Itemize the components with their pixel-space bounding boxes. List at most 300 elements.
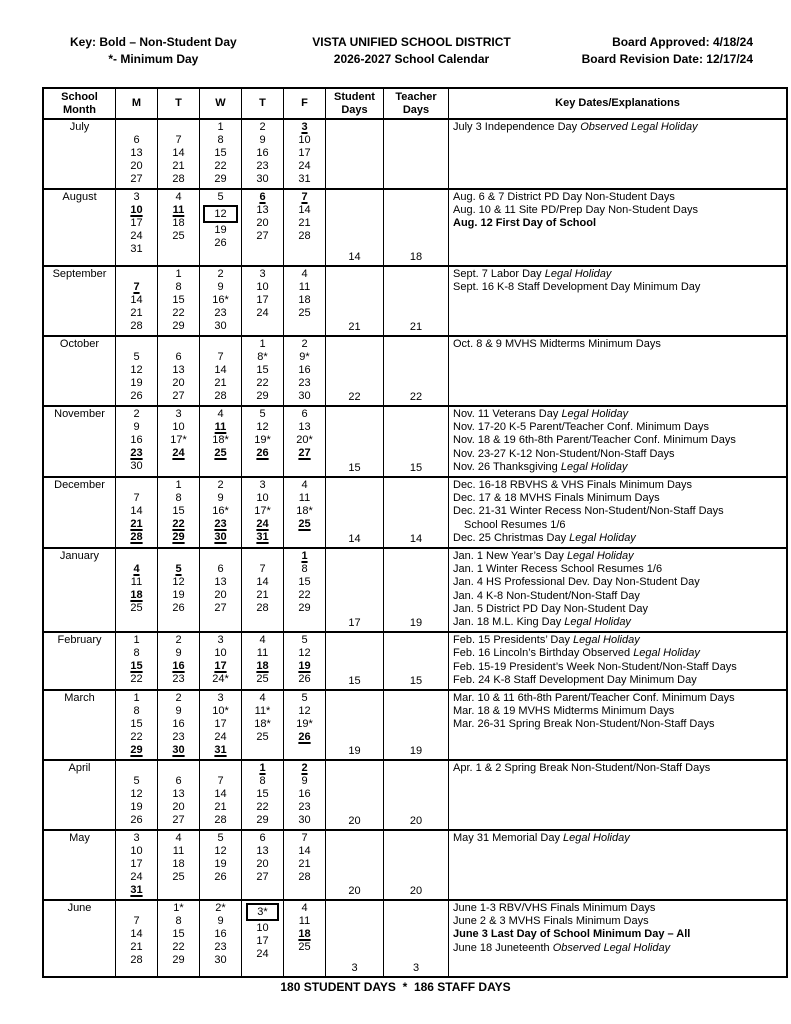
month-name: January [59,550,100,563]
day-cell: 12 [130,788,143,801]
column-header-thursday: T [241,89,283,118]
day-cell [284,884,325,897]
key-date-text: June 18 Juneteenth [453,941,553,954]
teacher-days-count: 3 [383,901,448,976]
key-date-line [453,762,783,775]
day-cell: 21 [256,589,269,602]
day-cell: 24 [298,160,311,172]
day-cell: 15 [172,928,185,941]
student-days-count: 21 [325,267,383,335]
weekday-column [157,407,199,476]
day-cell: 30 [214,320,227,332]
teacher-days-count: 21 [383,267,448,335]
day-cell: 5 [259,408,266,420]
day-cell: 13 [172,788,185,801]
weekday-column [199,267,241,335]
key-date-line [453,603,783,616]
day-cell: 10 [130,204,143,216]
weekday-column [157,633,199,689]
day-cell [200,250,241,263]
day-cell: 15 [298,576,311,589]
day-cell: 11 [130,576,143,589]
day-cell [242,961,283,974]
day-cell: 25 [298,941,311,954]
day-cell: 18 [172,217,185,229]
day-cell: 22 [214,160,227,172]
key-date-text: Aug. 6 & 7 District PD Day Non-Student Days [453,191,675,203]
day-cell: 26 [256,447,269,459]
day-cell: 18 [298,928,311,941]
day-cell: 22 [172,941,185,954]
day-cell: 2 [175,634,182,647]
day-cell: 14 [172,147,185,159]
board-approved-date: Board Approved: 4/18/24 [612,35,753,49]
student-days-count: 20 [325,831,383,899]
day-cell: 17 [298,147,311,159]
key-date-text: Oct. 8 & 9 MVHS Midterms Minimum Days [453,338,661,350]
day-cell: 25 [298,518,311,531]
day-cell [116,902,157,915]
key-date-text: Legal Holiday [561,408,629,420]
day-cell: 9 [259,134,266,146]
key-date-line [453,915,783,928]
day-cell: 17 [256,294,269,306]
boxed-day: 12 [203,205,237,223]
day-cell: 28 [172,173,185,185]
day-cell: 27 [172,390,185,402]
day-cell [200,204,241,224]
day-cell: 17 [214,660,227,673]
day-cell: 17 [130,858,143,871]
day-cell: 13 [298,421,311,433]
key-date-text: June 2 & 3 MVHS Finals Minimum Days [453,915,649,928]
key-date-line [453,461,783,474]
day-cell: 31 [214,744,227,757]
day-cell [242,550,283,563]
day-cell [158,121,199,134]
student-days-count: 15 [325,407,383,476]
day-cell: 1 [133,692,140,705]
weekday-column [115,337,157,405]
day-cell: 4 [301,902,308,915]
day-cell: 16 [130,434,143,446]
day-cell: 2 [217,268,224,280]
day-cell: 4 [301,479,308,492]
board-revision-date: Board Revision Date: 12/17/24 [581,52,753,66]
day-cell: 13 [130,147,143,159]
day-cell [284,243,325,256]
day-cell: 10 [298,134,311,146]
key-date-text: Mar. 26-31 Spring Break Non-Student/Non-Staff Days [453,718,715,731]
day-cell: 28 [214,814,227,827]
student-days-count: 17 [325,549,383,631]
day-cell: 2 [301,338,308,350]
day-cell: 2* [215,902,226,915]
weekday-column [241,120,283,188]
key-date-text: Observed Legal Holiday [552,941,671,954]
day-cell: 17 [130,217,143,229]
calendar-subtitle: 2026-2027 School Calendar [333,52,490,66]
day-cell: 14 [214,788,227,801]
day-cell: 15 [172,294,185,306]
day-cell: 9 [175,647,182,660]
document-header [0,0,791,68]
key-dates-cell [448,267,786,335]
day-cell: 22 [256,801,269,814]
key-date-line [453,692,783,705]
key-dates-cell [448,190,786,265]
column-header-friday: F [283,89,325,118]
day-cell: 29 [298,602,311,615]
day-cell: 11 [172,204,185,216]
key-date-text: Jan. 4 K-8 Non-Student/Non-Staff Day [453,589,640,602]
weekday-column [115,761,157,829]
teacher-days-count: 22 [383,337,448,405]
day-cell [242,744,283,757]
weekday-column [199,478,241,547]
day-cell [158,762,199,775]
student-days-count: 15 [325,633,383,689]
day-cell: 28 [256,602,269,615]
day-cell: 3 [259,268,266,280]
month-rows-container [44,118,786,976]
key-date-line [453,281,783,294]
day-cell [284,320,325,333]
day-cell: 8 [133,647,140,660]
boxed-day: 3* [246,903,278,921]
key-date-line [453,505,783,518]
day-cell: 21 [130,307,143,319]
day-cell: 29 [214,173,227,185]
weekday-column [283,761,325,829]
weekday-column [157,190,199,265]
day-cell: 19 [172,589,185,602]
key-date-text: Dec. 21-31 Winter Recess Non-Student/Non-Staff Days [453,505,724,518]
key-dates-cell [448,691,786,759]
key-date-line [453,434,783,447]
key-date-text: Jan. 1 Winter Recess School Resumes 1/6 [453,563,663,576]
day-cell: 19 [130,801,143,814]
weekday-column [157,337,199,405]
weekday-column [157,478,199,547]
weekday-column [199,761,241,829]
teacher-days-count: 15 [383,407,448,476]
day-cell: 1 [259,338,266,350]
weekday-column [199,337,241,405]
footer-totals: 180 STUDENT DAYS * 186 STAFF DAYS [280,980,511,995]
day-cell: 13 [256,204,269,216]
day-cell: 27 [130,173,143,185]
weekday-column [157,901,199,976]
weekday-column [241,337,283,405]
key-dates-cell [448,407,786,476]
day-cell: 20 [256,858,269,871]
day-cell: 25 [172,871,185,884]
day-cell [200,762,241,775]
day-cell: 25 [298,307,311,319]
weekday-column [199,901,241,976]
day-cell: 30 [172,744,185,757]
day-cell: 23 [256,160,269,172]
weekday-column [241,901,283,976]
weekday-column [283,478,325,547]
day-cell: 28 [298,230,311,242]
day-cell: 14 [298,204,311,216]
day-cell: 5 [301,634,308,647]
day-cell: 23 [298,377,311,389]
weekday-column [115,120,157,188]
key-date-line [453,121,783,134]
key-date-text: Jan. 5 District PD Day Non-Student Day [453,602,649,615]
day-cell: 7 [259,563,266,576]
day-cell: 7 [175,134,182,146]
day-cell [158,884,199,897]
day-cell: 15 [130,660,143,673]
day-cell: 30 [298,390,311,402]
day-cell: 21 [130,518,143,531]
key-date-line [453,479,783,492]
month-row-december [44,476,786,547]
day-cell: 20* [296,434,313,446]
day-cell: 11 [256,647,269,660]
key-date-text: Apr. 1 & 2 Spring Break Non-Student/Non-Staff Days [453,762,711,775]
month-name: April [68,762,91,775]
key-date-line [453,448,783,461]
day-cell [158,243,199,256]
day-cell: 10* [212,705,229,718]
key-date-text: Jan. 1 New Year’s Day [453,550,567,563]
student-days-count: 20 [325,761,383,829]
weekday-column [241,407,283,476]
day-cell [200,460,241,473]
month-row-september [44,265,786,335]
day-cell: 7 [301,832,308,845]
key-date-text: Dec. 16-18 RBVHS & VHS Finals Minimum Days [453,479,693,492]
key-date-text: Jan. 18 M.L. King Day [453,616,565,629]
day-cell: 21 [298,217,311,229]
day-cell: 8 [175,492,182,505]
day-cell: 16 [214,928,227,941]
day-cell: 12 [172,576,185,589]
key-date-text: Nov. 26 Thanksgiving [453,460,561,473]
student-days-count: 19 [325,691,383,759]
day-cell: 27 [298,447,311,459]
day-cell: 16 [298,788,311,801]
day-cell [284,954,325,967]
day-cell: 1 [259,762,266,775]
day-cell: 6 [259,191,266,203]
key-date-line [453,492,783,505]
column-header-key-dates: Key Dates/Explanations [448,89,786,118]
day-cell: 24 [130,230,143,242]
day-cell: 10 [256,281,269,293]
key-date-text: Sept. 16 K-8 Staff Development Day Minimum Day [453,281,701,294]
day-cell [116,121,157,134]
teacher-days-count: 19 [383,691,448,759]
day-cell: 6 [217,563,224,576]
day-cell: 13 [172,364,185,376]
day-cell: 20 [172,377,185,389]
day-cell [158,338,199,351]
day-cell: 23 [214,518,227,531]
day-cell: 14 [256,576,269,589]
day-cell: 28 [130,320,143,332]
day-cell: 24 [214,731,227,744]
day-cell: 3 [175,408,182,420]
day-cell: 31 [130,884,143,897]
key-date-line [453,532,783,545]
day-cell: 23 [172,731,185,744]
day-cell [284,460,325,473]
day-cell: 9 [133,421,140,433]
day-cell: 24 [130,871,143,884]
day-cell: 31 [298,173,311,185]
day-cell [116,479,157,492]
teacher-days-count: 19 [383,549,448,631]
day-cell: 21 [298,858,311,871]
day-cell: 6 [175,351,182,363]
day-cell: 29 [172,531,185,544]
weekday-column [283,633,325,689]
key-dates-cell [448,337,786,405]
key-date-text: Nov. 11 Veterans Day [453,408,562,420]
day-cell: 20 [130,160,143,172]
teacher-days-count: 15 [383,633,448,689]
day-cell: 20 [172,801,185,814]
weekday-column [115,633,157,689]
weekday-column [199,549,241,631]
day-cell [242,460,283,473]
weekday-column [199,190,241,265]
day-cell: 9 [217,281,224,293]
key-date-text: Feb. 15-19 President’s Week Non-Student/Non-Staff Days [453,660,737,673]
day-cell: 16* [212,294,229,306]
day-cell: 8 [133,705,140,718]
day-cell: 9* [299,351,310,363]
day-cell: 18* [212,434,229,446]
day-cell: 11 [298,281,311,293]
weekday-column [115,267,157,335]
key-date-line [453,616,783,629]
day-cell: 2 [301,762,308,775]
column-header-teacher-days: Teacher Days [383,89,448,118]
key-date-line [453,661,783,674]
day-cell: 3 [217,634,224,647]
day-cell [116,338,157,351]
key-date-text: Legal Holiday [560,460,628,473]
day-cell: 1 [301,550,308,563]
weekday-column [115,549,157,631]
month-name: September [52,268,107,280]
day-cell: 7 [217,775,224,788]
key-date-text: Legal Holiday [544,268,612,280]
day-cell: 16* [212,505,229,518]
key-date-text: Aug. 10 & 11 Site PD/Prep Day Non-Student Days [453,204,698,217]
day-cell: 25 [130,602,143,615]
day-cell: 9 [175,705,182,718]
day-cell: 10 [214,647,227,660]
day-cell: 15 [256,364,269,376]
weekday-column [241,190,283,265]
day-cell: 24 [256,307,269,319]
day-cell: 3 [259,479,266,492]
month-name: December [54,479,105,492]
day-cell: 29 [130,744,143,757]
key-date-line [453,519,783,532]
key-date-text: Feb. 16 Lincoln’s Birthday Observed [453,647,634,660]
day-cell: 28 [130,531,143,544]
month-row-may [44,829,786,899]
day-cell: 6 [259,832,266,845]
weekday-column [283,190,325,265]
day-cell: 5 [217,191,224,203]
key-date-text: June 1-3 RBV/VHS Finals Minimum Days [453,902,656,915]
day-cell: 5 [301,692,308,705]
day-cell: 3 [217,692,224,705]
day-cell: 13 [256,845,269,858]
key-dates-cell [448,831,786,899]
day-cell: 24* [212,673,229,686]
weekday-column [199,831,241,899]
weekday-column [199,691,241,759]
key-date-line [453,191,783,204]
day-cell: 19* [254,434,271,446]
day-cell: 21 [214,801,227,814]
day-cell: 15 [130,718,143,731]
column-header-wednesday: W [199,89,241,118]
day-cell: 1 [175,268,182,280]
day-cell: 27 [214,602,227,615]
day-cell: 17* [254,505,271,518]
weekday-column [157,120,199,188]
day-cell: 8 [175,281,182,293]
day-cell [116,550,157,563]
day-cell: 14 [130,505,143,518]
day-cell: 22 [298,589,311,602]
day-cell: 24 [256,948,269,961]
key-date-text: Legal Holiday [564,616,631,629]
day-cell: 9 [217,915,224,928]
day-cell: 8 [217,134,224,146]
day-cell: 24 [256,518,269,531]
key-date-line [453,590,783,603]
day-cell: 22 [172,307,185,319]
month-name: August [62,191,97,203]
weekday-column [283,549,325,631]
month-row-february [44,631,786,689]
day-cell: 12 [130,364,143,376]
day-cell [200,338,241,351]
day-cell: 19 [214,858,227,871]
day-cell: 19 [214,224,227,236]
column-header-monday: M [115,89,157,118]
key-date-text: Aug. 12 First Day of School [453,217,597,230]
weekday-column [115,831,157,899]
key-date-text: July 3 Independence Day [453,121,581,133]
day-cell: 11 [214,421,227,433]
day-cell: 16 [172,660,185,673]
day-cell: 5 [133,775,140,788]
key-date-line [453,421,783,434]
day-cell: 18* [254,718,271,731]
key-date-line [453,902,783,915]
key-date-line [453,550,783,563]
month-name: March [64,692,95,705]
day-cell [200,884,241,897]
board-block [582,34,753,68]
weekday-column [283,901,325,976]
teacher-days-count: 18 [383,190,448,265]
